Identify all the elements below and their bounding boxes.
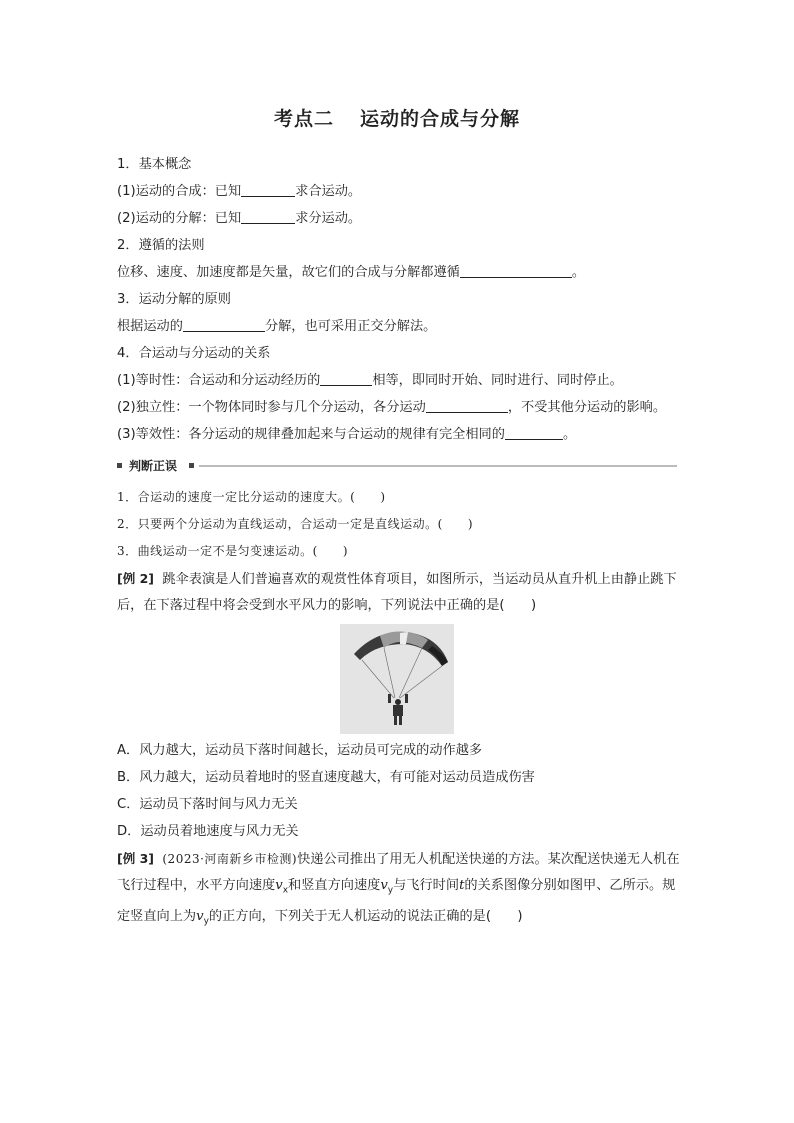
example-2-option-b: B．风力越大，运动员着地时的竖直速度越大，有可能对运动员造成伤害 <box>117 770 535 785</box>
section-4-line-3: (3)等效性：各分运动的规律叠加起来与合运动的规律有完全相同的 。 <box>117 427 577 442</box>
parachutist-photo <box>340 624 454 734</box>
judge-item-3: 3．曲线运动一定不是匀变速运动。( ) <box>117 544 348 558</box>
section-divider <box>199 465 677 467</box>
example-3-source: (2023·河南新乡市检测) <box>162 852 298 866</box>
judge-section-label: 判断正误 <box>129 459 178 473</box>
square-bullet-icon <box>117 463 122 468</box>
fill-blank[interactable] <box>505 426 563 440</box>
example-2-option-c: C．运动员下落时间与风力无关 <box>117 797 298 812</box>
section-1-heading: 1．基本概念 <box>117 157 192 172</box>
fill-blank[interactable] <box>183 318 265 332</box>
fill-blank[interactable] <box>460 264 572 278</box>
section-4-line-2: (2)独立性：一个物体同时参与几个分运动，各分运动 ，不受其他分运动的影响。 <box>117 400 667 415</box>
section-1-line-1: (1)运动的合成：已知 求合运动。 <box>117 184 362 199</box>
section-4-line-1: (1)等时性：合运动和分运动经历的 相等，即同时开始、同时进行、同时停止。 <box>117 373 623 388</box>
example-3-tag: [例 3] <box>117 851 154 866</box>
fill-blank[interactable] <box>426 399 508 413</box>
judge-item-1: 1．合运动的速度一定比分运动的速度大。( ) <box>117 490 386 504</box>
section-3-heading: 3．运动分解的原则 <box>117 292 231 307</box>
section-3-line-1: 根据运动的 分解，也可采用正交分解法。 <box>117 319 437 334</box>
example-2-question: [例 2] 跳伞表演是人们普遍喜欢的观赏性体育项目，如图所示，当运动员从直升机上由静止跳下后，在下落过程中将会受到水平风力的影响，下列说法中正确的是( ) <box>117 571 677 613</box>
section-2-heading: 2．遵循的法则 <box>117 238 205 253</box>
fill-blank[interactable] <box>241 210 295 224</box>
example-2-option-a: A．风力越大，运动员下落时间越长，运动员可完成的动作越多 <box>117 743 483 758</box>
section-4-heading: 4．合运动与分运动的关系 <box>117 346 271 361</box>
section-2-line-1: 位移、速度、加速度都是矢量，故它们的合成与分解都遵循 。 <box>117 265 586 280</box>
fill-blank[interactable] <box>320 372 372 386</box>
parachutist-icon <box>340 624 454 734</box>
example-2-option-d: D．运动员着地速度与风力无关 <box>117 824 299 839</box>
page-title: 考点二 运动的合成与分解 <box>273 108 521 130</box>
judge-section-bar <box>117 458 677 474</box>
fill-blank[interactable] <box>241 183 295 197</box>
section-1-line-2: (2)运动的分解：已知 求分运动。 <box>117 211 362 226</box>
judge-item-2: 2．只要两个分运动为直线运动，合运动一定是直线运动。( ) <box>117 517 474 531</box>
example-3-question: [例 3] (2023·河南新乡市检测)快递公司推出了用无人机配送快递的方法。某次配送快递无人机在飞行过程中，水平方向速度$v_x$和竖直方向速度$v_y$与飞行时间t的关系图像分别如图甲、乙所示。规定竖直向上为$v_y$的正方向，下列关于无人机运动的说法正确的是( ) <box>117 851 680 927</box>
square-bullet-icon <box>189 463 194 468</box>
example-2-tag: [例 2] <box>117 571 154 586</box>
